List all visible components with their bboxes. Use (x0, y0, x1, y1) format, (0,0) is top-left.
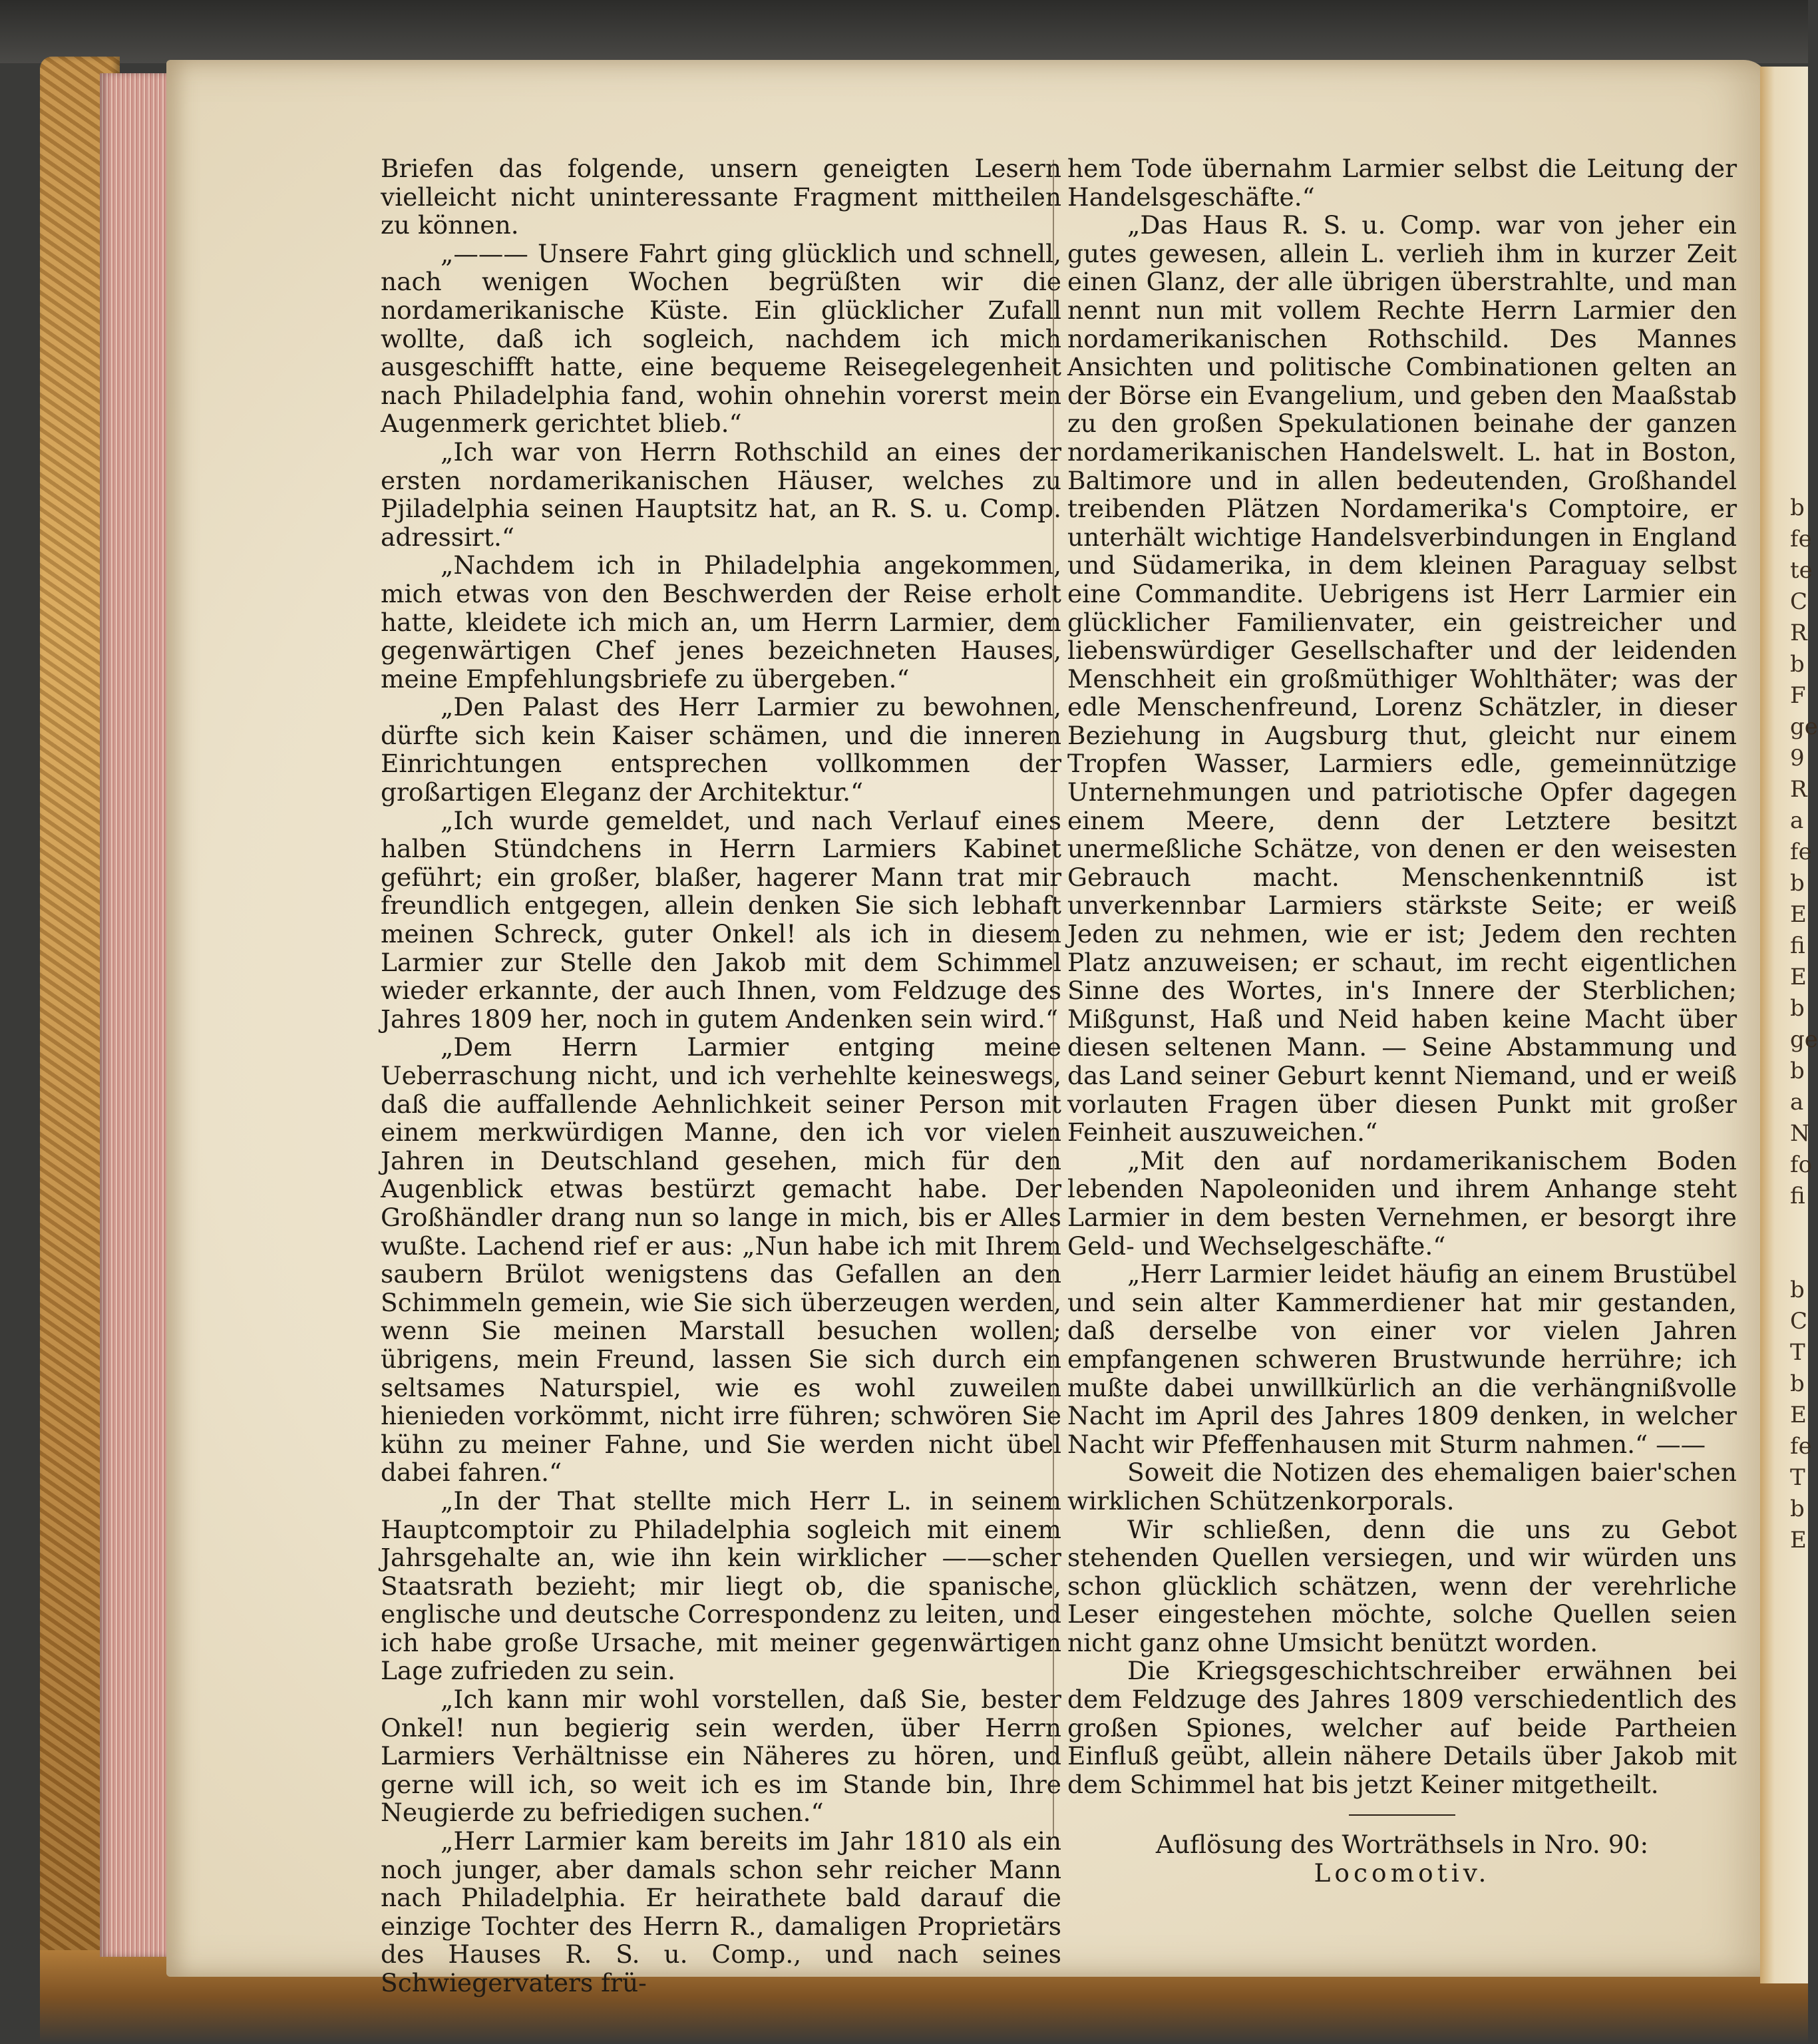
paragraph: „Den Palast des Herr Larmier zu bewohnen, dürfte sich kein Kaiser schämen, und die inneren Einrichtungen entsprechen vollkommen der großartigen Eleganz der Architektur.“ (381, 692, 1061, 807)
fragment: b (1790, 1277, 1805, 1303)
fragment: ge (1790, 714, 1818, 740)
riddle-heading: Auflösung des Worträthsels in Nro. 90: (1155, 1830, 1649, 1860)
fragment: b (1790, 1370, 1805, 1397)
fragment: E (1790, 1402, 1807, 1428)
fragment: te (1790, 557, 1813, 584)
fragment: 9 (1790, 745, 1805, 771)
paragraph: hem Tode übernahm Larmier selbst die Leitung der Handelsgeschäfte.“ (1067, 154, 1737, 212)
fragment: ge (1790, 1026, 1818, 1053)
fragment: b (1790, 870, 1805, 897)
paragraph: Wir schließen, denn die uns zu Gebot stehenden Quellen versiegen, und wir würden uns schon glücklich schätzen, wenn der verehrliche Leser eingestehen möchte, solche Quellen seien nicht ganz ohne Umsicht benützt worden. (1067, 1514, 1737, 1657)
left-column (381, 154, 1061, 1997)
paragraph: Briefen das folgende, unsern geneigten Lesern vielleicht nicht uninteressante Fragment mittheilen zu können. (381, 154, 1061, 240)
fragment: E (1790, 901, 1807, 928)
fragment: b (1790, 495, 1805, 521)
paragraph: „Ich wurde gemeldet, und nach Verlauf eines halben Stündchens in Herrn Larmiers Kabinet geführt; ein großer, blaßer, hagerer Mann trat mir freundlich entgegen, allein denken Sie sich lebhaft meinen Schreck, guter Onkel! als ich in diesem Larmier zur Stelle den Jakob mit dem Schimmel wieder erkannte, der auch Ihnen, vom Feldzuge des Jahres 1809 her, noch in gutem Andenken sein wird.“ (381, 805, 1061, 1034)
fragment: T (1790, 1464, 1805, 1491)
fragment: b (1790, 1496, 1805, 1522)
fragment: b (1790, 651, 1805, 678)
fragment: N (1790, 1120, 1810, 1147)
fragment: C (1790, 1308, 1808, 1334)
paragraph: „Herr Larmier leidet häufig an einem Brustübel und sein alter Kammerdiener hat mir gestanden, daß derselbe von einer vor vielen Jahren empfangenen schweren Brustwunde herrühre; ich mußte dabei unwillkürlich an die verhängnißvolle Nacht im April des Jahres 1809 denken, in welcher Nacht wir Pfeffenhausen mit Sturm nahmen.“ —— (1067, 1259, 1737, 1459)
fragment: a (1790, 1089, 1804, 1116)
fragment: R (1790, 776, 1807, 803)
paragraph: Soweit die Notizen des ehemaligen baier'schen wirklichen Schützenkorporals. (1067, 1458, 1737, 1516)
fragment: b (1790, 1058, 1805, 1084)
fragment: R (1790, 620, 1807, 646)
next-page-fragments (1790, 493, 1818, 1556)
paragraph: „Mit den auf nordamerikanischem Boden lebenden Napoleoniden und ihrem Anhange steht Larmier in dem besten Vernehmen, er besorgt ihre Geld- und Wechselgeschäfte.“ (1067, 1145, 1737, 1261)
section-rule (1349, 1814, 1455, 1816)
fragment (1790, 1212, 1808, 1243)
paragraph: „In der That stellte mich Herr L. in seinem Hauptcomptoir zu Philadelphia sogleich mit einem Jahrsgehalte an, wie ihn kein wirklicher ——scher Staatsrath bezieht; mir liegt ob, die spanische, englische und deutsche Correspondenz zu leiten, und ich habe große Ursache, mit meiner gegenwärtigen Lage zufrieden zu sein. (381, 1486, 1061, 1686)
fragment: E (1790, 964, 1807, 990)
fragment (1790, 1243, 1808, 1275)
paragraph: „Das Haus R. S. u. Comp. war von jeher ein gutes gewesen, allein L. verlieh ihm in kurzer Zeit einen Glanz, der alle übrigen überstrahlte, und man nennt nun mit vollem Rechte Herrn Larmier den nordamerikanischen Rothschild. Des Mannes Ansichten und politische Combinationen gelten an der Börse ein Evangelium, und geben den Maaßstab zu den großen Spekulationen beinahe der ganzen nordamerikanischen Handelswelt. L. hat in Boston, Baltimore und in allen bedeutenden, Großhandel treibenden Plätzen Nordamerika's Comptoire, er unterhält wichtige Handelsverbindungen in England und Südamerika, in dem kleinen Paraguay selbst eine Commandite. Uebrigens ist Herr Larmier ein glücklicher Familienvater, ein geistreicher und liebenswürdiger Gesellschafter und der leidenden Menschheit ein großmüthiger Wohlthäter; was der edle Menschenfreund, Lorenz Schätzler, in dieser Beziehung in Augsburg thut, gleicht nur einem Tropfen Wasser, Larmiers edle, gemeinnützige Unternehmungen und patriotische Opfer dagegen einem Meere, denn der Letztere besitzt unermeßliche Schätze, von denen er den weisesten Gebrauch macht. Menschenkenntniß ist unverkennbar Larmiers stärkste Seite; er weiß Jeden zu nehmen, wie er ist; Jedem den rechten Platz anzuweisen; er schaut, im recht eigentlichen Sinne des Wortes, in's Innere der Sterblichen; Mißgunst, Haß und Neid haben keine Macht über diesen seltenen Mann. — Seine Abstammung und das Land seiner Geburt kennt Niemand, und er weiß vorlauten Fragen über diesen Punkt mit großer Feinheit auszuweichen.“ (1067, 210, 1737, 1147)
riddle-answer: Locomotiv. (1314, 1858, 1491, 1888)
background-top (0, 0, 1808, 63)
paragraph: Die Kriegsgeschichtschreiber erwähnen bei dem Feldzuge des Jahres 1809 verschiedentlich des großen Spiones, welcher auf beide Partheien Einfluß geübt, allein nähere Details über Jakob mit dem Schimmel hat bis jetzt Keiner mitgetheilt. (1067, 1656, 1737, 1799)
paragraph: „Ich war von Herrn Rothschild an eines der ersten nordamerikanischen Häuser, welches zu Pjiladelphia seinen Hauptsitz hat, an R. S. u. Comp. adressirt.“ (381, 437, 1061, 552)
paragraph: „Dem Herrn Larmier entging meine Ueberraschung nicht, und ich verhehlte keineswegs, daß die auffallende Aehnlichkeit seiner Person mit einem merkwürdigen Manne, den ich vor vielen Jahren in Deutschland gesehen, mich für den Augenblick etwas bestürzt gemacht habe. Der Großhändler drang nun so lange in mich, bis er Alles wußte. Lachend rief er aus: „Nun habe ich mit Ihrem saubern Brülot wenigstens das Gefallen an den Schimmeln gemein, wie Sie sich überzeugen werden, wenn Sie meinen Marstall besuchen wollen; übrigens, mein Freund, lassen Sie sich durch ein seltsames Naturspiel, wie es wohl zuweilen hienieden vorkömmt, nicht irre führen; schwören Sie kühn zu meiner Fahne, und Sie werden nicht übel dabei fahren.“ (381, 1032, 1061, 1488)
fragment: F (1790, 682, 1806, 709)
fragment: T (1790, 1339, 1805, 1366)
fragment: fi (1790, 932, 1805, 959)
fragment: fi (1790, 1183, 1805, 1209)
fragment: a (1790, 807, 1804, 834)
paragraph: „Ich kann mir wohl vorstellen, daß Sie, bester Onkel! nun begierig sein werden, über Herrn Larmiers Verhältnisse ein Näheres zu hören, und gerne will ich, so weit ich es im Stande bin, Ihre Neugierde zu befriedigen suchen.“ (381, 1685, 1061, 1828)
paragraph: „Herr Larmier kam bereits im Jahr 1810 als ein noch junger, aber damals schon sehr reicher Mann nach Philadelphia. Er heirathete bald darauf die einzige Tochter des Herrn R., damaligen Proprietärs des Hauses R. S. u. Comp., und nach seines Schwiegervaters frü- (381, 1826, 1061, 1997)
fragment: fe (1790, 1433, 1812, 1460)
fragment: C (1790, 588, 1808, 615)
fragment: fe (1790, 526, 1812, 552)
fragment: fo (1790, 1151, 1813, 1178)
paragraph: „——— Unsere Fahrt ging glücklich und schnell, nach wenigen Wochen begrüßten wir die nordamerikanische Küste. Ein glücklicher Zufall wollte, daß ich sogleich, nachdem ich mich ausgeschifft hatte, eine bequeme Reisegelegenheit nach Philadelphia fand, wohin ohnehin vorerst mein Augenmerk gerichtet blieb.“ (381, 238, 1061, 439)
paragraph: „Nachdem ich in Philadelphia angekommen, mich etwas von den Beschwerden der Reise erholt hatte, kleidete ich mich an, um Herrn Larmier, dem gegenwärtigen Chef jenes bezeichneten Hauses, meine Empfehlungsbriefe zu übergeben.“ (381, 550, 1061, 694)
fragment: E (1790, 1527, 1807, 1553)
fragment: fe (1790, 839, 1812, 865)
right-column (1067, 154, 1737, 1888)
fragment: b (1790, 995, 1805, 1022)
